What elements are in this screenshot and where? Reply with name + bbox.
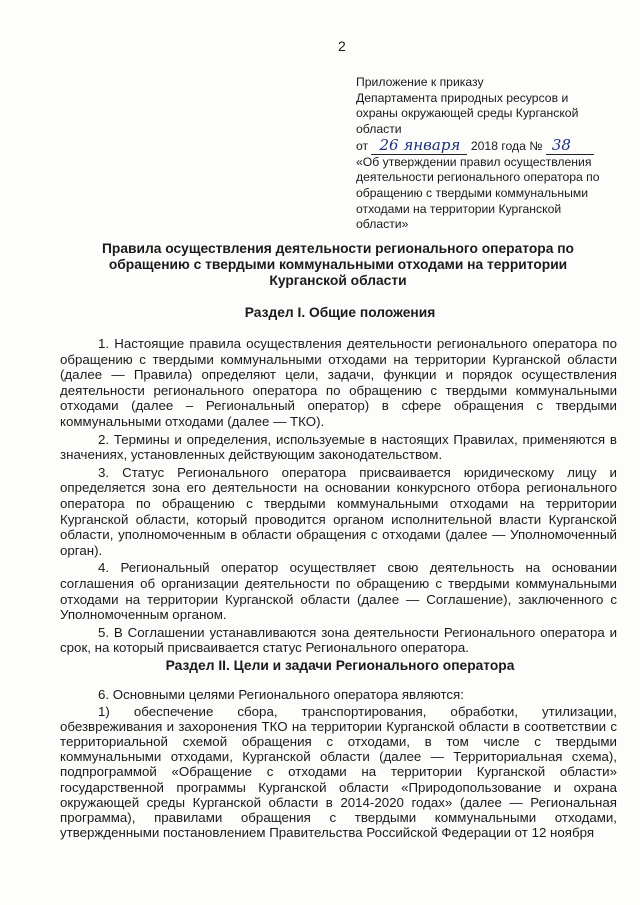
annex-subject-line: отходами на территории Курганской <box>356 201 562 216</box>
paragraph: 2. Термины и определения, используемые в настоящих Правилах, применяются в значениях, установленных действующим законодательством. <box>60 431 617 463</box>
paragraph: 6. Основными целями Регионального оператора являются: <box>98 687 464 702</box>
from-label: от <box>356 138 369 153</box>
paragraph: 5. В Соглашении устанавливаются зона деятельности Регионального оператора и срок, на который присваивается статус Регионального оператора. <box>60 624 617 656</box>
title-line: Курганской области <box>269 273 407 288</box>
annex-line: области <box>356 122 402 137</box>
section-heading: Раздел I. Общие положения <box>244 305 436 320</box>
annex-block <box>356 75 618 233</box>
annex-date-line <box>356 135 618 155</box>
annex-line: охраны окружающей среды Курганской <box>356 106 579 121</box>
annex-line: Департамента природных ресурсов и <box>356 90 569 105</box>
paragraph: 3. Статус Регионального оператора присваивается юридическому лицу и определяется зона его деятельности на основании конкурсного отбора регионального оператора по обращению с твердыми коммунальными отходами на территории Курганской области, который проводится органом исполнительной власти Курганской области, уполномоченным в области обращения с отходами (далее — Уполномоченный орган). <box>60 464 617 558</box>
section-heading: Раздел II. Цели и задачи Регионального оператора <box>165 658 515 673</box>
paragraph: 4. Региональный оператор осуществляет свою деятельность на основании соглашения об организации деятельности по обращению с твердыми коммунальными отходами на территории Курганской области (далее — Соглашение), заключенного с Уполномоченным органом. <box>60 560 617 623</box>
annex-line: Приложение к приказу <box>356 75 484 89</box>
title-line: обращению с твердыми коммунальными отходами на территории <box>108 257 568 272</box>
document-title <box>88 241 588 289</box>
page-number: 2 <box>338 38 346 54</box>
paragraph: 1) обеспечение сбора, транспортирования, обработки, утилизации, обезвреживания и захоронения ТКО на территории Курганской области в соответствии с территориальной схемой обращения с отходами, в том числе с твердыми коммунальными отходами, Курганской области (далее — Территориальная схема), подпрограммой «Обращение с отходами на территории Курганской области» государственной программы Курганской области «Природопользование и охрана окружающей среды Курганской области в 2014-2020 годах» (далее — Региональная программа), правилами обращения с твердыми коммунальными отходами, утвержденными постановлением Правительства Российской Федерации от 12 ноября <box>60 704 617 840</box>
section1-body <box>60 336 617 658</box>
annex-subject-line: «Об утверждении правил осуществления <box>356 154 592 169</box>
paragraph: 1. Настоящие правила осуществления деятельности регионального оператора по обращению с твердыми коммунальными отходами на территории Курганской области (далее — Правила) определяют цели, задачи, функции и порядок осуществления деятельности регионального оператора по обращению с твердыми коммунальными отходами (далее – Региональный оператор) в сфере обращения с твердыми коммунальными отходами (далее — ТКО). <box>60 336 617 429</box>
title-line: Правила осуществления деятельности регионального оператора по <box>102 241 574 256</box>
handwritten-date: 26 января <box>371 138 467 155</box>
annex-subject-line: области» <box>356 217 409 232</box>
annex-subject-line: деятельности регионального оператора по <box>356 170 600 185</box>
annex-subject-line: обращению с твердыми коммунальными <box>356 185 589 200</box>
handwritten-number: 38 <box>546 138 594 155</box>
year-label: 2018 года № <box>470 138 543 153</box>
section2-body <box>60 687 617 842</box>
